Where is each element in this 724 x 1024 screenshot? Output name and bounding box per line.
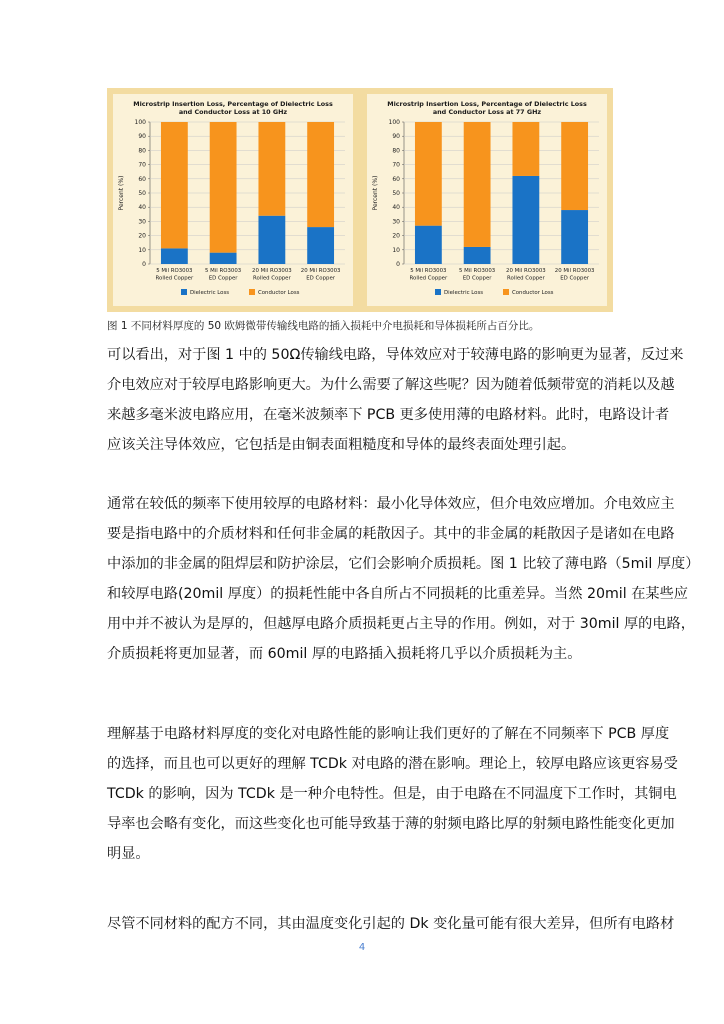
y-tick-label: 20	[138, 232, 146, 240]
y-tick-label: 30	[138, 218, 146, 226]
bar-segment	[512, 176, 539, 264]
y-tick-label: 0	[396, 261, 400, 268]
bar-segment	[464, 122, 491, 247]
legend-label: Dielectric Loss	[190, 290, 230, 296]
bar-segment	[415, 226, 442, 264]
y-tick-label: 60	[138, 175, 146, 183]
y-tick-label: 10	[392, 246, 400, 254]
figure-caption: 图 1 不同材料厚度的 50 欧姆微带传输线电路的插入损耗中介电损耗和导体损耗所占百分比。	[107, 320, 540, 332]
y-tick-label: 60	[392, 175, 400, 183]
text-line: 尽管不同材料的配方不同，其由温度变化引起的 Dk 变化量可能有很大差异，但所有电路材	[107, 916, 675, 932]
x-tick-label: 5 Mil RO3003	[410, 268, 447, 274]
y-tick-label: 80	[138, 147, 146, 155]
text-line: 应该关注导体效应，它包括是由铜表面粗糙度和导体的最终表面处理引起。	[107, 436, 576, 453]
text-line: 介电效应对于较厚电路影响更大。为什么需要了解这些呢？因为随着低频带宽的消耗以及越	[107, 376, 675, 393]
x-tick-label: Rolled Copper	[507, 275, 545, 282]
chart-77ghz	[367, 94, 607, 306]
paragraph-2	[107, 490, 700, 669]
y-tick-label: 20	[392, 232, 400, 240]
text-line: 和较厚电路(20mil 厚度）的损耗性能中各自所占不同损耗的比重差异。当然 20mil 在某些应	[107, 585, 688, 602]
legend-swatch	[503, 289, 509, 295]
x-tick-label: Rolled Copper	[409, 275, 448, 282]
text-line: 要是指电路中的介质材料和任何非金属的耗散因子。其中的非金属的耗散因子是诸如在电路	[107, 525, 675, 542]
x-tick-label: 20 Mil RO3003	[554, 268, 595, 274]
y-tick-label: 30	[392, 218, 400, 226]
x-tick-label: ED Copper	[208, 275, 238, 282]
x-tick-label: ED Copper	[306, 275, 335, 282]
page-number: 4	[358, 942, 366, 953]
bar-segment	[161, 122, 188, 248]
y-tick-label: 90	[392, 133, 400, 141]
y-tick-label: 100	[134, 119, 146, 126]
bar-segment	[307, 227, 334, 264]
text-line: 用中并不被认为是厚的，但越厚电路介质损耗更占主导的作用。例如，对于 30mil 厚的电路，	[107, 615, 695, 632]
y-axis-label: Percent (%)	[372, 175, 379, 211]
bar-segment	[307, 122, 334, 227]
bar-segment	[210, 122, 237, 253]
y-tick-label: 90	[138, 133, 146, 141]
y-tick-label: 50	[138, 190, 146, 197]
text-line: 可以看出，对于图 1 中的 50Ω传输线电路，导体效应对于较薄电路的影响更为显著，反过来	[107, 347, 684, 363]
bar-segment	[561, 210, 588, 264]
y-tick-label: 40	[138, 204, 146, 212]
bar-segment	[161, 248, 188, 264]
x-tick-label: Rolled Copper	[155, 275, 194, 282]
legend-swatch	[181, 289, 187, 295]
y-tick-label: 100	[388, 119, 400, 126]
x-tick-label: 5 Mil RO3003	[205, 268, 242, 274]
chart-10ghz	[113, 94, 353, 306]
x-tick-label: 5 Mil RO3003	[459, 268, 496, 274]
y-tick-label: 50	[392, 190, 400, 197]
legend-label: Conductor Loss	[258, 290, 300, 296]
legend-label: Dielectric Loss	[444, 290, 484, 296]
text-line: 理解基于电路材料厚度的变化对电路性能的影响让我们更好的了解在不同频率下 PCB 厚度	[107, 726, 670, 742]
y-axis-label: Percent (%)	[118, 175, 125, 211]
x-tick-label: ED Copper	[560, 275, 589, 282]
x-tick-label: ED Copper	[462, 275, 492, 282]
bar-segment	[464, 247, 491, 264]
bar-segment	[415, 122, 442, 226]
y-tick-label: 70	[392, 161, 400, 169]
bar-segment	[258, 122, 285, 216]
bar-segment	[210, 253, 237, 264]
y-tick-label: 70	[138, 161, 146, 169]
chart-svg	[113, 94, 353, 306]
text-line: 导率也会略有变化，而这些变化也可能导致基于薄的射频电路比厚的射频电路性能变化更加	[107, 815, 675, 832]
chart-title: Microstrip Insertion Loss, Percentage of Dielectric Loss	[133, 100, 333, 108]
text-line: 来越多毫米波电路应用，在毫米波频率下 PCB 更多使用薄的电路材料。此时，电路设计者	[107, 406, 670, 423]
legend-swatch	[435, 289, 441, 295]
y-tick-label: 10	[138, 246, 146, 254]
chart-title: and Conductor Loss at 10 GHz	[178, 108, 288, 116]
legend-label: Conductor Loss	[512, 290, 554, 296]
paragraph-4	[107, 910, 675, 940]
bar-segment	[561, 122, 588, 210]
y-tick-label: 40	[392, 204, 400, 212]
paragraph-3	[107, 720, 678, 870]
x-tick-label: Rolled Copper	[253, 275, 291, 282]
text-line: 通常在较低的频率下使用较厚的电路材料：最小化导体效应，但介电效应增加。介电效应主	[107, 496, 675, 512]
bar-segment	[512, 122, 539, 176]
text-line: 介质损耗将更加显著，而 60mil 厚的电路插入损耗将几乎以介质损耗为主。	[107, 645, 582, 662]
text-line: 中添加的非金属的阻焊层和防护涂层，它们会影响介质损耗。图 1 比较了薄电路（5mil 厚度）	[107, 555, 700, 572]
y-tick-label: 0	[142, 261, 146, 268]
text-line: 的选择，而且也可以更好的理解 TCDk 对电路的潜在影响。理论上，较厚电路应该更容易受	[107, 755, 678, 772]
y-tick-label: 80	[392, 147, 400, 155]
chart-title: Microstrip Insertion Loss, Percentage of Dielectric Loss	[387, 100, 587, 108]
bar-segment	[258, 216, 285, 264]
legend-swatch	[249, 289, 255, 295]
figure-1	[107, 88, 613, 312]
text-line: TCDk 的影响，因为 TCDk 是一种介电特性。但是，由于电路在不同温度下工作时，其铜电	[107, 785, 677, 802]
text-line: 明显。	[107, 845, 150, 862]
x-tick-label: 5 Mil RO3003	[156, 268, 193, 274]
x-tick-label: 20 Mil RO3003	[300, 268, 341, 274]
x-tick-label: 20 Mil RO3003	[506, 268, 546, 274]
x-tick-label: 20 Mil RO3003	[252, 268, 292, 274]
paragraph-1	[107, 341, 684, 461]
chart-svg	[367, 94, 607, 306]
chart-title: and Conductor Loss at 77 GHz	[432, 108, 542, 116]
